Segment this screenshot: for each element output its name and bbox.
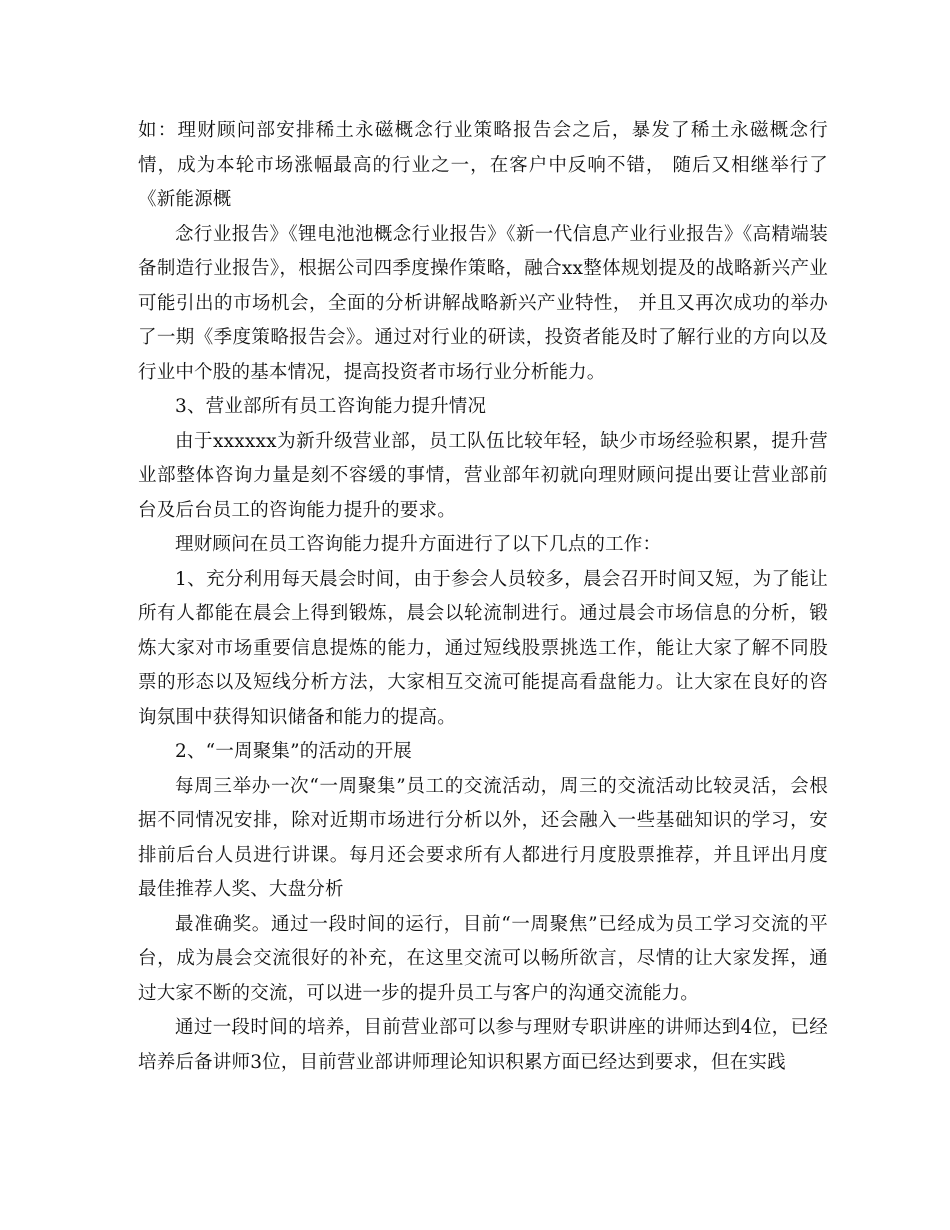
paragraph-morning-meeting: 1、充分利用每天晨会时间，由于参会人员较多，晨会召开时间又短，为了能让所有人都能在晨会上得到锻炼，晨会以轮流制进行。通过晨会市场信息的分析，锻炼大家对市场重要信息提炼的能力，通过短线股票挑选工作，能让大家了解不同股票的形态以及短线分析方法，大家相互交流可能提高看盘能力。让大家在良好的咨询氛围中获得知识储备和能力的提高。 <box>138 568 828 728</box>
paragraph-rare-earth-report: 如：理财顾问部安排稀土永磁概念行业策略报告会之后，暴发了稀土永磁概念行情，成为本轮市场涨幅最高的行业之一，在客户中反响不错， 随后又相继举行了《新能源概 <box>138 120 828 210</box>
paragraph-weekly-result: 最准确奖。通过一段时间的运行，目前“一周聚焦”已经成为员工学习交流的平台，成为晨会交流很好的补充，在这里交流可以畅所欲言，尽情的让大家发挥，通过大家不断的交流，可以进一步的提升员工与客户的沟通交流能力。 <box>138 913 828 1004</box>
paragraph-industry-reports: 念行业报告》《锂电池池概念行业报告》《新一代信息产业行业报告》《高精端装备制造行业报告》，根据公司四季度操作策略，融合xx整体规划提及的战略新兴产业可能引出的市场机会，全面的分析讲解战略新兴产业特性， 并且又再次成功的举办了一期《季度策略报告会》。通过对行业的研读，投资者能及时了解行业的方向以及行业中个股的基本情况，提高投资者市场行业分析能力。 <box>138 223 828 383</box>
document-body <box>138 114 828 1080</box>
paragraph-new-branch: 由于xxxxxx为新升级营业部，员工队伍比较年轻，缺少市场经验积累，提升营业部整体咨询力量是刻不容缓的事情，营业部年初就向理财顾问提出要让营业部前台及后台员工的咨询能力提升的要求。 <box>138 430 828 521</box>
section-heading-consulting-ability: 3、营业部所有员工咨询能力提升情况 <box>175 396 487 417</box>
paragraph-lecturer-training: 通过一段时间的培养，目前营业部可以参与理财专职讲座的讲师达到4位，已经培养后备讲师3位，目前营业部讲师理论知识积累方面已经达到要求，但在实践 <box>138 1017 828 1073</box>
paragraph-weekly-activity: 每周三举办一次“一周聚集”员工的交流活动，周三的交流活动比较灵活，会根据不同情况安排，除对近期市场进行分析以外，还会融入一些基础知识的学习，安排前后台人员进行讲课。每月还会要求所有人都进行月度股票推荐，并且评出月度最佳推荐人奖、大盘分析 <box>138 775 828 900</box>
section-heading-weekly-focus: 2、“一周聚集”的活动的开展 <box>175 741 412 762</box>
paragraph-work-intro: 理财顾问在员工咨询能力提升方面进行了以下几点的工作： <box>175 534 662 555</box>
